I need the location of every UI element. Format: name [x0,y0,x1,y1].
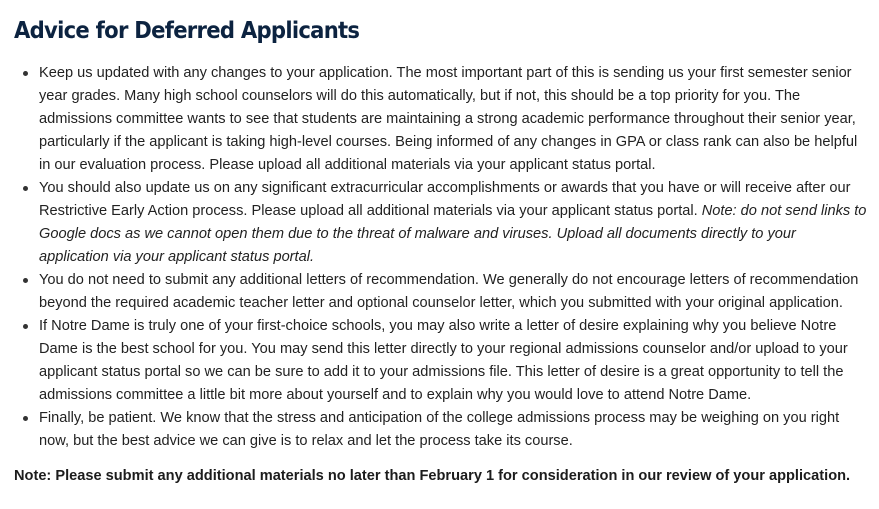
list-item-text: You should also update us on any significant extracurricular accomplishments or awards that you have or will receive after our Restrictive Early Action process. Please upload all additional materials via your applicant status portal. [39,180,851,219]
list-item [14,315,869,407]
deadline-note: Note: Please submit any additional materials no later than February 1 for consideration in our review of your application. [14,468,851,484]
list-item-text: Keep us updated with any changes to your application. The most important part of this is sending us your first semester senior year grades. Many high school counselors will do this automatically, but if not, this should be a top priority for you. The admissions committee wants to see that students are maintaining a strong academic performance throughout their senior year, particularly if the applicant is taking high-level courses. Being informed of any changes in GPA or class rank can also be helpful in our evaluation process. Please upload all additional materials via your applicant status portal. [39,65,858,173]
list-item-note: Note: do not send links to Google docs as we cannot open them due to the threat of malware and viruses. Upload all documents directly to your application via your applicant status portal. [39,203,867,265]
list-item [14,177,869,269]
list-item [14,62,869,177]
list-item-text: Finally, be patient. We know that the stress and anticipation of the college admissions process may be weighing on you right now, but the best advice we can give is to relax and let the process take its course. [39,410,840,449]
page-title: Advice for Deferred Applicants [14,18,360,44]
list-item [14,407,869,453]
list-item-text: You do not need to submit any additional letters of recommendation. We generally do not encourage letters of recommendation beyond the required academic teacher letter and optional counselor letter, which you submitted with your original application. [39,272,859,311]
list-item [14,269,869,315]
advice-list [14,62,869,453]
list-item-text: If Notre Dame is truly one of your first-choice schools, you may also write a letter of desire explaining why you believe Notre Dame is the best school for you. You may send this letter directly to your regional admissions counselor and/or upload to your applicant status portal so we can be sure to add it to your admissions file. This letter of desire is a great opportunity to tell the admissions committee a little bit more about yourself and to explain why you would love to attend Notre Dame. [39,318,848,403]
